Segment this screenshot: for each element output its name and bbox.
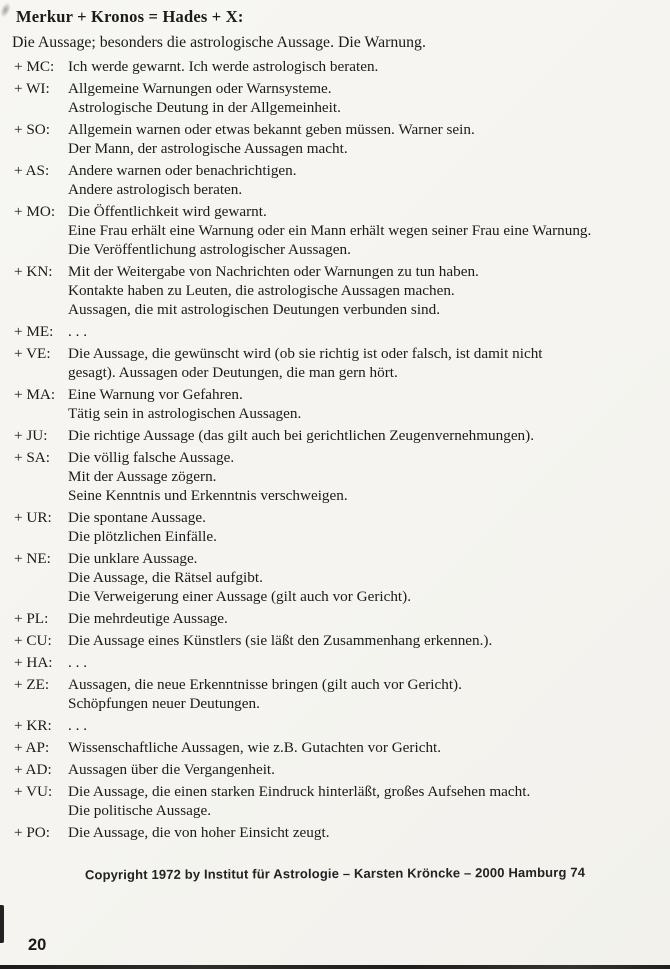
intro-line: Die Aussage; besonders die astrologische Aussage. Die Warnung. bbox=[12, 34, 426, 51]
entry-line: Andere astrologisch beraten. bbox=[68, 181, 243, 198]
entry-line: Die plötzlichen Einfälle. bbox=[68, 528, 217, 545]
entry-text bbox=[68, 675, 668, 713]
entry-label: + UR: bbox=[14, 509, 52, 526]
entry-text bbox=[68, 57, 668, 76]
entry-text bbox=[68, 79, 668, 117]
entry-label: + ME: bbox=[14, 323, 54, 340]
entry-row bbox=[14, 609, 668, 628]
entry-row bbox=[14, 716, 668, 735]
entry-text bbox=[68, 262, 668, 319]
entry-label: + VU: bbox=[14, 783, 53, 800]
entry-line: Die mehrdeutige Aussage. bbox=[68, 610, 228, 627]
copyright-line: Copyright 1972 by Institut für Astrologie – Karsten Kröncke – 2000 Hamburg 74 bbox=[84, 864, 586, 883]
entry-text bbox=[68, 385, 668, 423]
entry-line: Die richtige Aussage (das gilt auch bei gerichtlichen Zeugenvernehmungen). bbox=[68, 427, 535, 444]
entry-line: Schöpfungen neuer Deutungen. bbox=[68, 695, 260, 712]
entry-line: Kontakte haben zu Leuten, die astrologische Aussagen machen. bbox=[68, 282, 455, 299]
entry-line: Mit der Aussage zögern. bbox=[68, 468, 217, 485]
entry-row bbox=[14, 782, 668, 820]
entry-label: + PO: bbox=[14, 824, 50, 841]
entry-line: Die unklare Aussage. bbox=[68, 550, 198, 567]
entry-text bbox=[68, 609, 668, 628]
entry-row bbox=[14, 57, 668, 76]
entry-label: + KR: bbox=[14, 717, 52, 734]
entry-label: + AP: bbox=[14, 739, 50, 756]
entry-label: + AD: bbox=[14, 761, 52, 778]
entry-line: Die Verweigerung einer Aussage (gilt auch vor Gericht). bbox=[68, 588, 412, 605]
entry-text bbox=[68, 322, 668, 341]
entry-row bbox=[14, 344, 668, 382]
entry-line: Mit der Weitergabe von Nachrichten oder Warnungen zu tun haben. bbox=[68, 263, 479, 280]
entry-row bbox=[14, 823, 668, 842]
entry-line: . . . bbox=[68, 323, 87, 340]
scan-bottom-edge bbox=[0, 965, 670, 969]
entry-line: Die Aussage, die Rätsel aufgibt. bbox=[68, 569, 263, 586]
entry-row bbox=[14, 631, 668, 650]
entry-row bbox=[14, 760, 668, 779]
entry-text bbox=[68, 549, 668, 606]
entry-line: Die völlig falsche Aussage. bbox=[68, 449, 235, 466]
entry-line: Tätig sein in astrologischen Aussagen. bbox=[68, 405, 302, 422]
entries-list bbox=[14, 57, 668, 845]
scan-edge-mark bbox=[0, 905, 4, 943]
entry-line: Der Mann, der astrologische Aussagen macht. bbox=[68, 140, 348, 157]
entry-label: + AS: bbox=[14, 162, 50, 179]
entry-row bbox=[14, 448, 668, 505]
entry-text bbox=[68, 344, 668, 382]
entry-row bbox=[14, 675, 668, 713]
entry-row bbox=[14, 426, 668, 445]
page-number: 20 bbox=[28, 936, 47, 954]
entry-text bbox=[68, 738, 668, 757]
entry-line: Aussagen über die Vergangenheit. bbox=[68, 761, 275, 778]
entry-label: + ZE: bbox=[14, 676, 50, 693]
entry-label: + MO: bbox=[14, 203, 56, 220]
entry-line: Ich werde gewarnt. Ich werde astrologisch beraten. bbox=[68, 58, 379, 75]
entry-row bbox=[14, 738, 668, 757]
entry-line: Eine Frau erhält eine Warnung oder ein Mann erhält wegen seiner Frau eine Warnung. bbox=[68, 222, 592, 239]
entry-label: + HA: bbox=[14, 654, 53, 671]
entry-line: Allgemeine Warnungen oder Warnsysteme. bbox=[68, 80, 332, 97]
entry-text bbox=[68, 631, 668, 650]
entry-row bbox=[14, 202, 668, 259]
entry-label: + SA: bbox=[14, 449, 50, 466]
entry-row bbox=[14, 79, 668, 117]
entry-line: Die spontane Aussage. bbox=[68, 509, 206, 526]
entry-line: Allgemein warnen oder etwas bekannt geben müssen. Warner sein. bbox=[68, 121, 475, 138]
entry-row bbox=[14, 549, 668, 606]
entry-label: + VE: bbox=[14, 345, 51, 362]
entry-row bbox=[14, 653, 668, 672]
entry-line: Aussagen, die mit astrologischen Deutungen verbunden sind. bbox=[68, 301, 441, 318]
entry-label: + MC: bbox=[14, 58, 55, 75]
scan-smudge-mark bbox=[0, 1, 13, 19]
entry-line: Die Aussage, die einen starken Eindruck hinterläßt, großes Aufsehen macht. bbox=[68, 783, 531, 800]
entry-row bbox=[14, 161, 668, 199]
entry-text bbox=[68, 823, 668, 842]
entry-text bbox=[68, 448, 668, 505]
entry-line: Andere warnen oder benachrichtigen. bbox=[68, 162, 297, 179]
entry-label: + NE: bbox=[14, 550, 51, 567]
entry-text bbox=[68, 716, 668, 735]
entry-line: . . . bbox=[68, 654, 87, 671]
entry-row bbox=[14, 385, 668, 423]
entry-line: Die Aussage eines Künstlers (sie läßt den Zusammenhang erkennen.). bbox=[68, 632, 493, 649]
entry-line: Die Veröffentlichung astrologischer Aussagen. bbox=[68, 241, 351, 258]
entry-text bbox=[68, 760, 668, 779]
entry-line: Wissenschaftliche Aussagen, wie z.B. Gutachten vor Gericht. bbox=[68, 739, 442, 756]
entry-text bbox=[68, 202, 668, 259]
entry-line: Seine Kenntnis und Erkenntnis verschweigen. bbox=[68, 487, 348, 504]
entry-text bbox=[68, 508, 668, 546]
entry-label: + SO: bbox=[14, 121, 50, 138]
entry-line: Astrologische Deutung in der Allgemeinheit. bbox=[68, 99, 341, 116]
page-title: Merkur + Kronos = Hades + X: bbox=[16, 7, 244, 26]
entry-row bbox=[14, 120, 668, 158]
entry-text bbox=[68, 653, 668, 672]
entry-label: + CU: bbox=[14, 632, 52, 649]
entry-line: gesagt). Aussagen oder Deutungen, die man gern hört. bbox=[68, 364, 398, 381]
entry-row bbox=[14, 262, 668, 319]
entry-text bbox=[68, 426, 668, 445]
entry-label: + MA: bbox=[14, 386, 56, 403]
entry-row bbox=[14, 508, 668, 546]
entry-label: + PL: bbox=[14, 610, 49, 627]
entry-line: Die Aussage, die von hoher Einsicht zeugt. bbox=[68, 824, 330, 841]
entry-line: Die politische Aussage. bbox=[68, 802, 211, 819]
entry-row bbox=[14, 322, 668, 341]
entry-label: + WI: bbox=[14, 80, 50, 97]
entry-text bbox=[68, 161, 668, 199]
entry-line: Eine Warnung vor Gefahren. bbox=[68, 386, 243, 403]
entry-text bbox=[68, 120, 668, 158]
entry-label: + JU: bbox=[14, 427, 48, 444]
entry-text bbox=[68, 782, 668, 820]
entry-label: + KN: bbox=[14, 263, 53, 280]
entry-line: Aussagen, die neue Erkenntnisse bringen (gilt auch vor Gericht). bbox=[68, 676, 462, 693]
entry-line: . . . bbox=[68, 717, 87, 734]
entry-line: Die Aussage, die gewünscht wird (ob sie richtig ist oder falsch, ist damit nicht bbox=[68, 345, 543, 362]
entry-line: Die Öffentlichkeit wird gewarnt. bbox=[68, 203, 267, 220]
